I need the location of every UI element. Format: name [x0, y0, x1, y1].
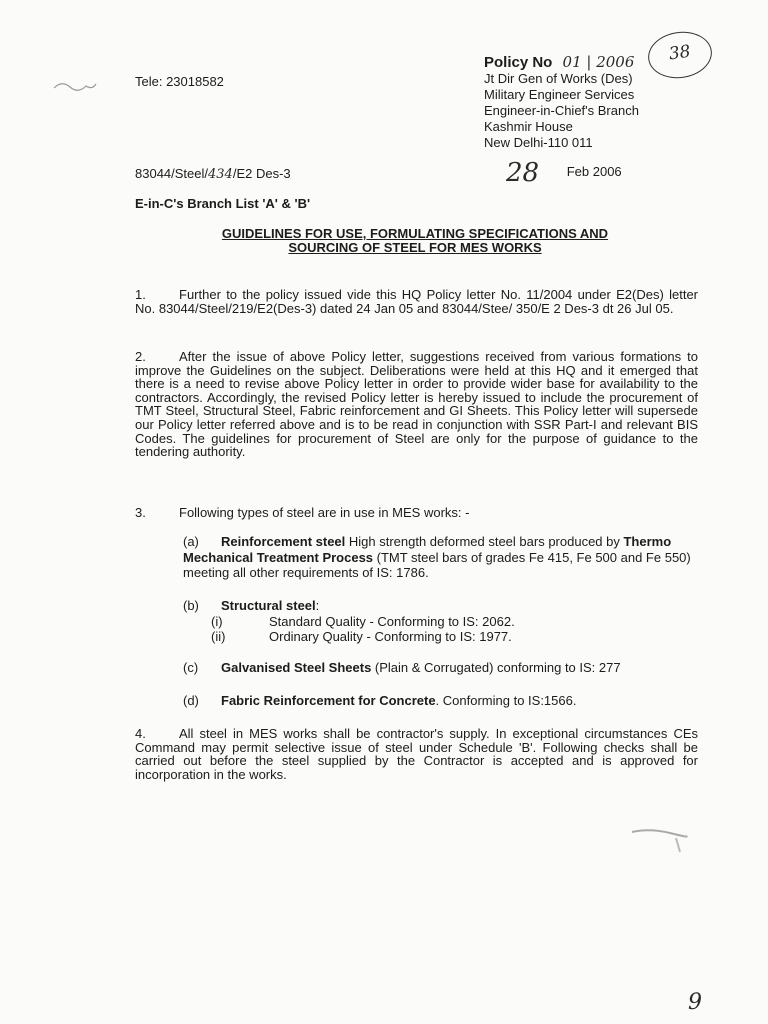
reference-prefix: 83044/Steel/	[135, 166, 209, 181]
paragraph-number: 1.	[135, 287, 146, 302]
steel-type-colon: :	[315, 598, 320, 613]
sub-label: (d)	[183, 693, 199, 708]
steel-type-fabric	[183, 693, 698, 709]
title-line: GUIDELINES FOR USE, FORMULATING SPECIFICATIONS AND	[221, 226, 609, 241]
steel-type-name: Reinforcement steel	[221, 534, 346, 549]
item-number: (ii)	[211, 628, 226, 644]
scan-smudge-mark	[52, 78, 97, 96]
steel-type-name: Structural steel	[221, 598, 316, 613]
paragraph-1	[135, 288, 698, 315]
date-month-year: Feb 2006	[566, 164, 622, 179]
scan-smudge-mark	[630, 826, 688, 856]
paragraph-2	[135, 350, 698, 459]
paragraph-text: All steel in MES works shall be contractor's supply. In exceptional circumstances CEs Command may permit selective issue of steel under Schedule 'B'. Following checks shall be carried out before the steel supplied by the Contractor is accepted and is approved for incorporation in the works.	[135, 726, 698, 782]
paragraph-number: 3.	[135, 505, 146, 520]
policy-number	[484, 54, 639, 71]
letter-date	[506, 158, 622, 188]
steel-type-structural	[183, 598, 698, 644]
title-line: SOURCING OF STEEL FOR MES WORKS	[288, 240, 542, 255]
paragraph-number: 4.	[135, 726, 146, 741]
address-line: New Delhi-110 011	[484, 135, 593, 150]
paragraph-4	[135, 727, 698, 781]
address-line: Engineer-in-Chief's Branch	[484, 103, 639, 118]
policy-handwritten-number: 01 | 2006	[562, 53, 635, 71]
sub-label: (b)	[183, 598, 199, 613]
distribution-list: E-in-C's Branch List 'A' & 'B'	[135, 196, 311, 211]
paragraph-text: After the issue of above Policy letter, suggestions received from various formations to improve the Guidelines on the subject. Deliberations were held at this HQ and it emerged that there is a need to revise above Policy letter in order to provide wider base for availability to the contractors. Accordingly, the revised Policy letter is hereby issued to include the procurement of TMT Steel, Structural Steel, Fabric reinforcement and GI Sheets. This Policy letter will supersede our Policy letter referred above and is to be read in conjunction with SSR Part-I and relevant BIS Codes. The guidelines for procurement of Steel are only for the purpose of guidance to the tendering authority.	[135, 349, 698, 460]
address-line: Kashmir House	[484, 119, 573, 134]
tmt-process-name: Thermo Mechanical Treatment Process	[183, 534, 672, 565]
paragraph-text: Further to the policy issued vide this HQ Policy letter No. 11/2004 under E2(Des) letter No. 83044/Steel/219/E2(Des-3) dated 24 Jan 05 and 83044/Stee/ 350/E 2 Des-3 dt 26 Jul 05.	[135, 287, 698, 316]
document-title	[150, 227, 680, 255]
reference-handwritten: 434	[208, 167, 233, 182]
policy-label: Policy No	[484, 54, 553, 71]
sender-address-block	[484, 54, 639, 151]
steel-type-name: Fabric Reinforcement for Concrete	[221, 693, 436, 708]
address-line: Military Engineer Services	[484, 87, 635, 102]
steel-type-reinforcement	[183, 534, 698, 581]
date-day-handwritten: 28	[506, 158, 540, 188]
paragraph-text: Following types of steel are in use in MES works: -	[179, 505, 470, 520]
paragraph-3	[135, 506, 698, 520]
item-number: (i)	[211, 613, 223, 629]
sub-label: (c)	[183, 660, 199, 675]
telephone-number: Tele: 23018582	[135, 74, 224, 89]
structural-steel-item	[183, 614, 698, 629]
reference-number	[135, 166, 291, 182]
steel-type-text: High strength deformed steel bars produced by	[345, 534, 624, 549]
reference-suffix: /E2 Des-3	[232, 166, 291, 181]
item-text: Standard Quality - Conforming to IS: 2062.	[269, 613, 515, 629]
steel-type-galvanised	[183, 660, 698, 676]
address-line: Jt Dir Gen of Works (Des)	[484, 71, 633, 86]
circled-page-number: 38	[645, 28, 715, 82]
steel-type-text: (TMT steel bars of grades Fe 415, Fe 500 and Fe 550) meeting all other requirements of IS: 1786.	[183, 549, 691, 580]
paragraph-number: 2.	[135, 349, 146, 364]
steel-type-text: . Conforming to IS:1566.	[435, 693, 577, 708]
sub-label: (a)	[183, 534, 199, 549]
structural-steel-item	[183, 629, 698, 644]
steel-type-name: Galvanised Steel Sheets	[221, 660, 372, 675]
steel-type-text: (Plain & Corrugated) conforming to IS: 277	[371, 660, 621, 675]
item-text: Ordinary Quality - Conforming to IS: 1977.	[269, 628, 512, 644]
handwritten-folio-number: 9	[688, 990, 702, 1015]
